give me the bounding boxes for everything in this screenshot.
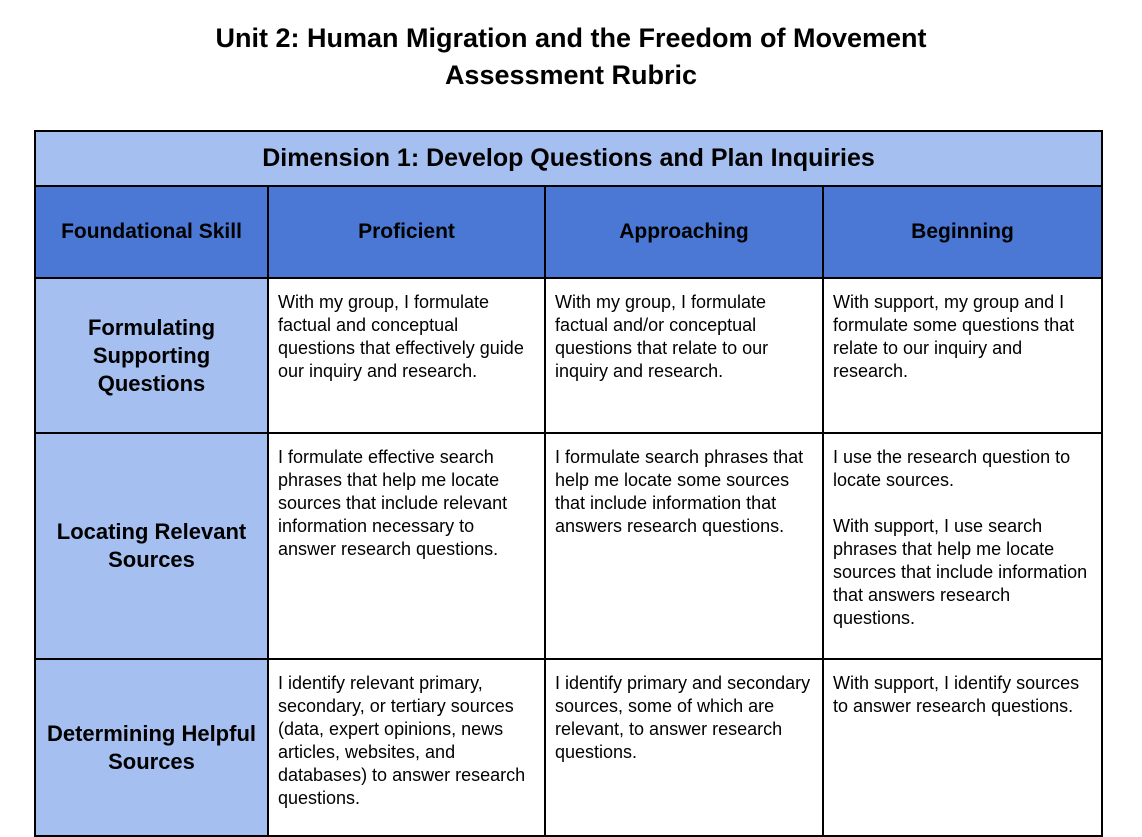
proficient-text: I identify relevant primary, secondary, or tertiary sources (data, expert opinions, news articles, websites, and databases) to answer research questions. xyxy=(278,673,526,808)
title-line-2: Assessment Rubric xyxy=(444,60,698,90)
approaching-text: I formulate search phrases that help me locate some sources that include information that answers research questions. xyxy=(555,447,804,536)
title-line-1: Unit 2: Human Migration and the Freedom of Movement xyxy=(215,23,927,53)
approaching-cell xyxy=(545,659,823,836)
skill-label: Formulating Supporting Questions xyxy=(35,278,268,433)
approaching-cell xyxy=(545,278,823,433)
table-row xyxy=(35,659,1102,836)
column-header-approaching: Approaching xyxy=(545,186,823,278)
dimension-row xyxy=(35,131,1102,186)
proficient-cell xyxy=(268,278,545,433)
beginning-text: With support, I identify sources to answer research questions. xyxy=(833,673,1080,716)
beginning-cell xyxy=(823,278,1102,433)
proficient-cell xyxy=(268,659,545,836)
skill-label: Locating Relevant Sources xyxy=(35,433,268,659)
column-header-beginning: Beginning xyxy=(823,186,1102,278)
rubric-table xyxy=(34,130,1103,837)
proficient-text: With my group, I formulate factual and conceptual questions that effectively guide our inquiry and research. xyxy=(278,292,524,381)
approaching-text: I identify primary and secondary sources, some of which are relevant, to answer research questions. xyxy=(555,673,811,762)
proficient-cell xyxy=(268,433,545,659)
approaching-text: With my group, I formulate factual and/or conceptual questions that relate to our inquiry and research. xyxy=(555,292,769,381)
beginning-cell xyxy=(823,433,1102,659)
column-header-proficient: Proficient xyxy=(268,186,545,278)
beginning-cell xyxy=(823,659,1102,836)
skill-label: Determining Helpful Sources xyxy=(35,659,268,836)
table-row xyxy=(35,278,1102,433)
beginning-text: With support, my group and I formulate some questions that relate to our inquiry and research. xyxy=(833,292,1075,381)
beginning-text: I use the research question to locate sources. xyxy=(833,447,1071,490)
column-header-row xyxy=(35,186,1102,278)
table-row xyxy=(35,433,1102,659)
proficient-text: I formulate effective search phrases that help me locate sources that include relevant information necessary to answer research questions. xyxy=(278,447,508,559)
dimension-heading: Dimension 1: Develop Questions and Plan Inquiries xyxy=(35,131,1102,186)
beginning-text-extra: With support, I use search phrases that help me locate sources that include information that answers research questions. xyxy=(833,516,1088,628)
approaching-cell xyxy=(545,433,823,659)
document-title xyxy=(0,20,1142,94)
column-header-skill: Foundational Skill xyxy=(35,186,268,278)
